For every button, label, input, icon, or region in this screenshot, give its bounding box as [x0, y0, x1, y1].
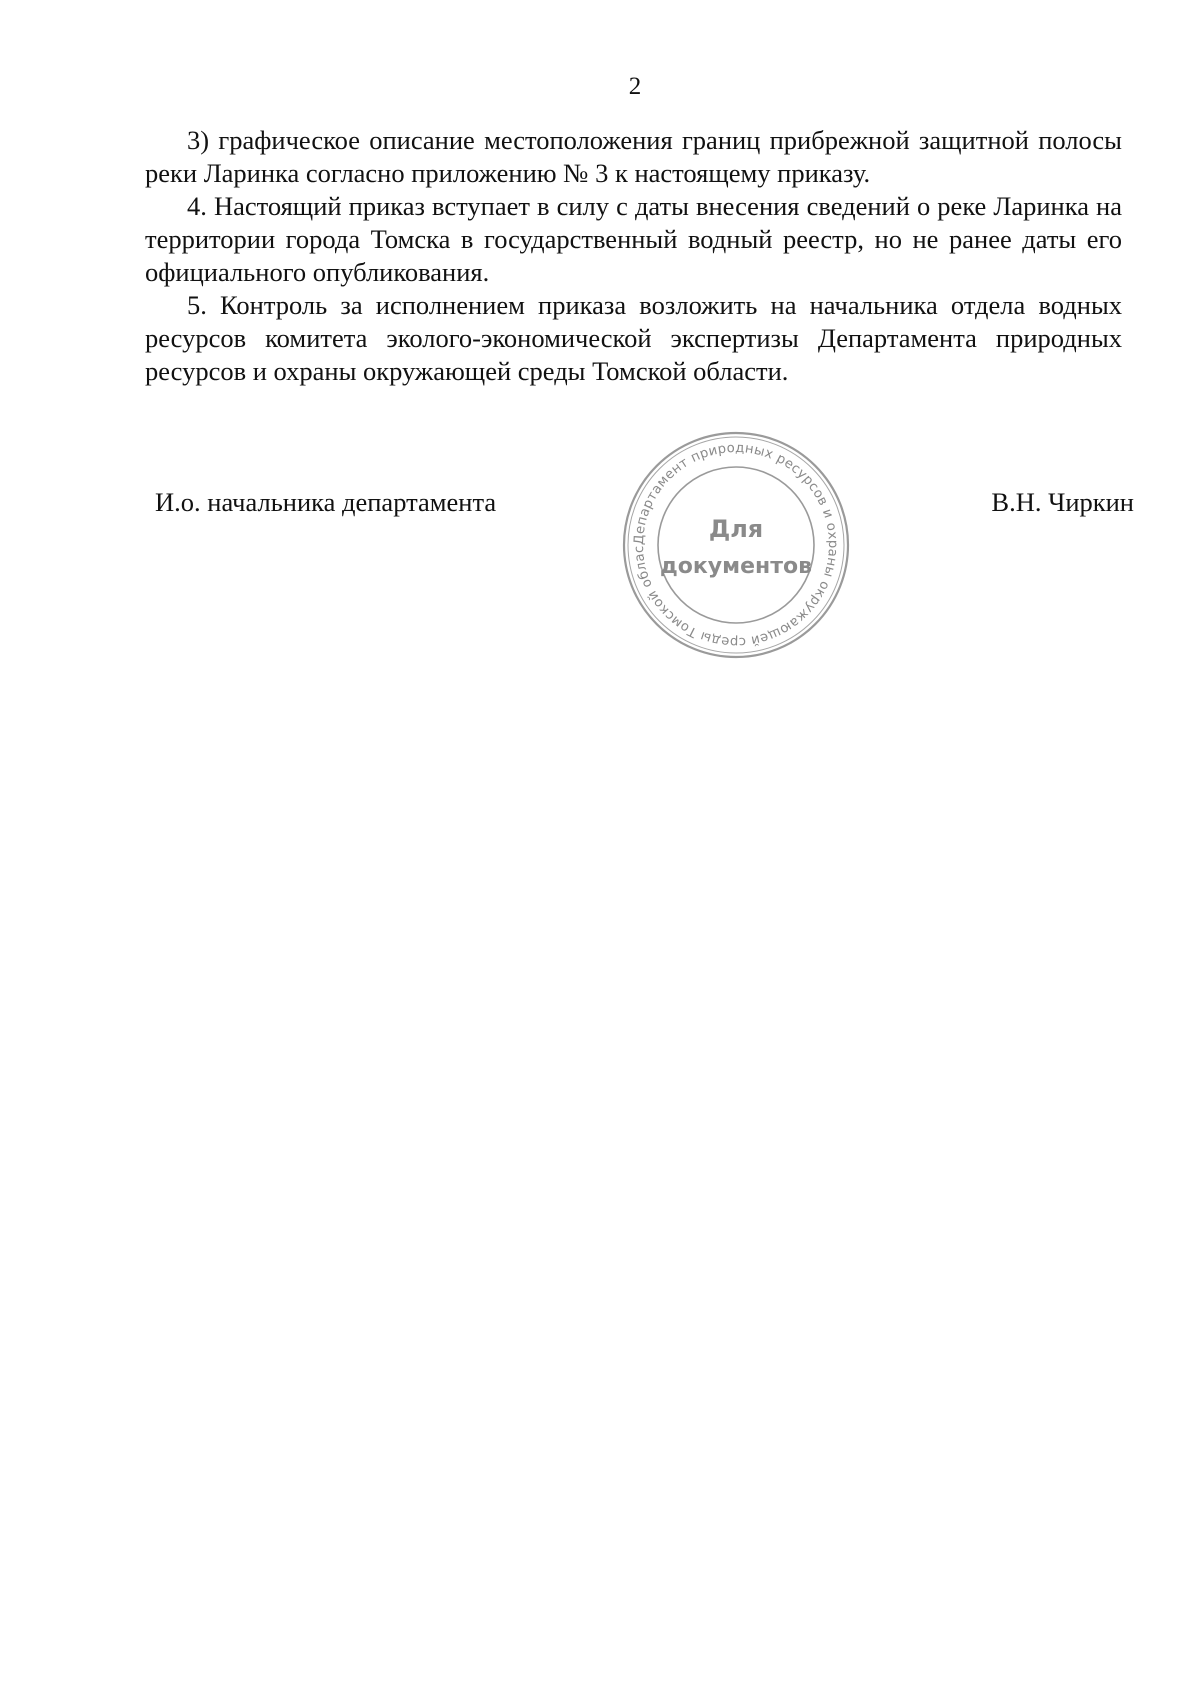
svg-text:Департамент природных ресурсов: Департамент природных ресурсов и охраны окружающей среды Томской области * 1 *	[615, 418, 841, 650]
document-body	[145, 124, 1122, 388]
signer-position: И.о. начальника департамента	[155, 487, 497, 517]
page-number: 2	[628, 73, 642, 100]
official-stamp	[615, 418, 852, 661]
svg-text:Для: Для	[708, 515, 764, 543]
stamp-seal-graphic	[615, 418, 852, 661]
paragraph-item-3: 3) графическое описание местоположения границ прибрежной защитной полосы реки Ларинка согласно приложению № 3 к настоящему приказу.	[145, 125, 1122, 188]
svg-text:документов: документов	[659, 554, 813, 579]
paragraph-effective-date: 4. Настоящий приказ вступает в силу с даты внесения сведений о реке Ларинка на территории города Томска в государственный водный реестр, но не ранее даты его официального опубликования.	[145, 191, 1122, 287]
signer-name: В.Н. Чиркин	[991, 487, 1134, 517]
paragraph-control: 5. Контроль за исполнением приказа возложить на начальника отдела водных ресурсов комитета эколого-экономической экспертизы Департамента природных ресурсов и охраны окружающей среды Томской области.	[145, 290, 1122, 386]
